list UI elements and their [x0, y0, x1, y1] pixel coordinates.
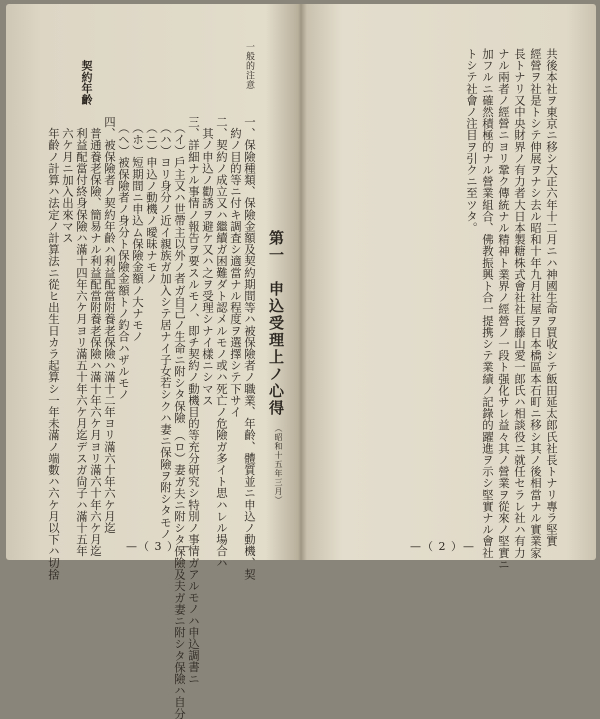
body-line: 共後本社ヲ東京ニ移シ大正六年十二月ニハ神國生命ヲ買收シテ飯田延太郎氏社長トナリ專ラ堅實 [545, 48, 559, 547]
body-line: （ホ）短期間ニ申込ム保險金額ノ大ナモノ [131, 116, 145, 343]
body-line: （イ）戶主又ハ世帶主以外ノ者ガ自己ノ生命ニ附シタ保險 （ロ）妻ガ夫ニ附シタ保險及夫ガ妻ニ附シタ保險ハ自分 [173, 116, 187, 719]
body-line: 四、被保險者ノ契約年齡ハ利益配當附養老保險ハ滿十二年ヨリ滿六十年六ケ月迄 [103, 116, 117, 534]
body-line: （ハ）ヨリ身分ノ近イ親族ガ加入シテ居ナイ子女若シクハ妻ニ保險ヲ附シタモノ [159, 116, 173, 540]
body-line: 利益配當付終身保險ハ滿十四年六ケ月ヨリ滿五十年六ケ月迄デスガ尙子ハ滿十五年 [75, 116, 89, 557]
body-line: 長トナリ又中央財界ノ有力者大日本製糖株式會社社長藤山愛一郎氏ハ相談役ニ就任セラレ社ハ有力 [513, 48, 527, 559]
chapter-title: 第一 申込受理上ノ心得 [267, 230, 285, 417]
open-book [6, 4, 596, 719]
running-header: 契約年齡 [80, 60, 93, 105]
body-line: （ニ）申込ノ動機ノ曖昧ナモノ [145, 116, 159, 285]
page-number-right: —（ 2 ）— [410, 540, 475, 553]
body-line: 二、契約ノ成立又ハ繼續ガ困難ダト認メルモノ或ハ死亡ノ危險ガ多イト思ハレル場合ハ [215, 116, 229, 569]
chapter-note: （昭和十五年三月） [274, 424, 283, 505]
body-line: 六ケ月ニ加入出來マス [61, 116, 75, 244]
body-line: 年齡ノ計算ハ法定ノ計算法ニ從ヒ出生日カラ起算シ一年未滿ノ端數ハ六ケ月以下ハ切捨 [47, 116, 61, 580]
body-line: 經營ヲ社是トシテ伸展ヲナシ去ル昭和十年九月社屋ヲ日本橋區本石町ニ移シ其ノ後相當ナル實業家 [529, 48, 543, 559]
section-marker: 一般的注意 [244, 42, 254, 90]
body-line: ナル兩者ノ經營ニヨリ鞏ク傳統ナル精神ト業界ノ經營ノ一段ト强化サレ益々其ノ營業ヲ從來ノ堅實ニ [497, 48, 511, 570]
body-line: 三、詳細ナル事情ノ報告ヲ要スルモノ、即チ契約ノ動機目的等充分研究シ特別ノ事情ガアルモノハ申込調書ニ [187, 116, 201, 685]
body-line: 普通養老保險、簡易ナル利益配當附養老保險ハ滿十年六ケ月ヨリ滿六十年六ケ月迄 [89, 116, 103, 557]
page-number-left: —（ 3 ）— [126, 540, 191, 553]
body-line: 一、保險種類、保險金額及契約期間等ハ被保險者ノ職業、年齡、體質並ニ申込ノ動機、契 [243, 116, 257, 580]
body-line: 約ノ目的等ニ付キ調査シ適當ナル程度ヲ選擇シテ下サイ [229, 116, 243, 418]
body-line: （ヘ）被保險者ノ身分ト保險金額トノ釣合ハザルモノ [117, 116, 131, 401]
body-line: 其ノ申込ノ勸誘ヲ避ケ又ハ之ヲ受理シナイ樣ニシマス [201, 116, 215, 406]
body-line: トシテ社會ノ注目ヲ引クニ至ツタ。 [465, 48, 479, 234]
body-line: 加フルニ確然積極的ナル營業組合、佛教振興ト合一提携シテ業績ノ記錄的躍進ヲ示シ堅實ナル會社 [481, 48, 495, 559]
